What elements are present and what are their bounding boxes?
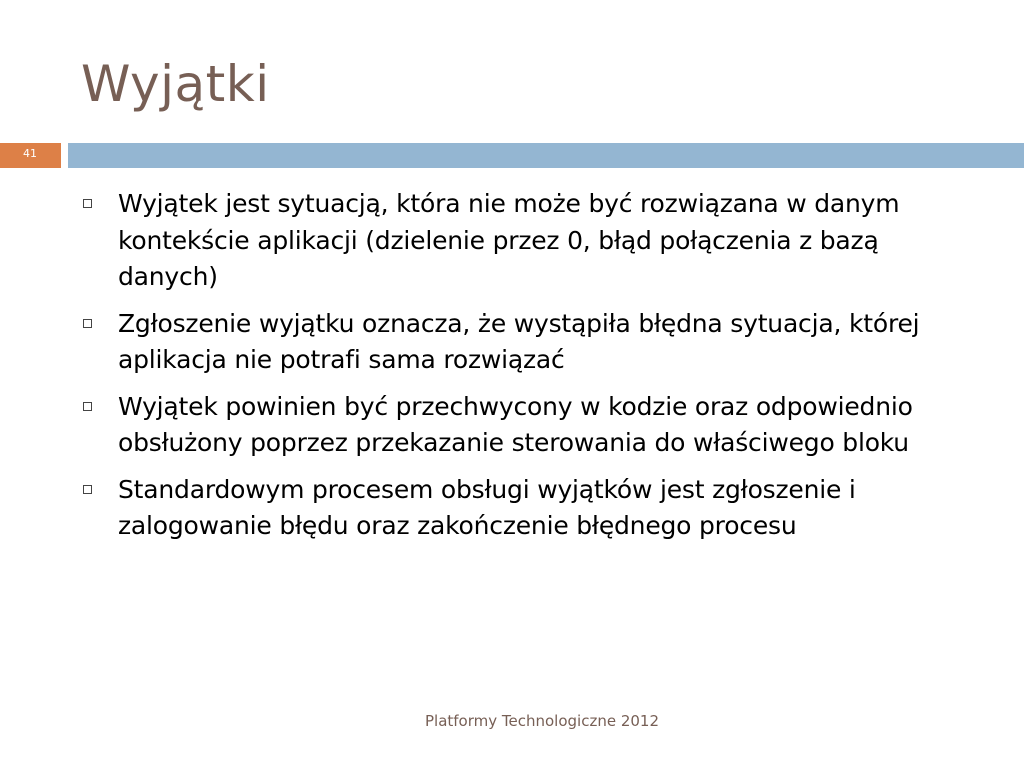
- bullet-text: Standardowym procesem obsługi wyjątków jest zgłoszenie i zalogowanie błędu oraz zakończenie błędnego procesu: [118, 474, 856, 540]
- square-bullet-icon: [83, 199, 92, 208]
- bullet-item: [80, 186, 980, 296]
- bullet-item: [80, 306, 980, 379]
- bullet-list: [80, 186, 980, 555]
- bullet-text: Wyjątek jest sytuacją, która nie może być rozwiązana w danym kontekście aplikacji (dzielenie przez 0, błąd połączenia z bazą danych): [118, 189, 900, 291]
- bullet-item: [80, 472, 980, 545]
- square-bullet-icon: [83, 319, 92, 328]
- bullet-text: Zgłoszenie wyjątku oznacza, że wystąpiła błędna sytuacja, której aplikacja nie potrafi sama rozwiązać: [118, 308, 920, 374]
- bullet-item: [80, 389, 980, 462]
- square-bullet-icon: [83, 485, 92, 494]
- header-divider-bar: [68, 143, 1024, 168]
- slide-title: Wyjątki: [81, 55, 270, 113]
- slide-footer: Platformy Technologiczne 2012: [424, 712, 660, 730]
- slide-number: 41: [23, 147, 37, 160]
- bullet-text: Wyjątek powinien być przechwycony w kodzie oraz odpowiednio obsłużony poprzez przekazanie sterowania do właściwego bloku: [118, 391, 913, 457]
- square-bullet-icon: [83, 402, 92, 411]
